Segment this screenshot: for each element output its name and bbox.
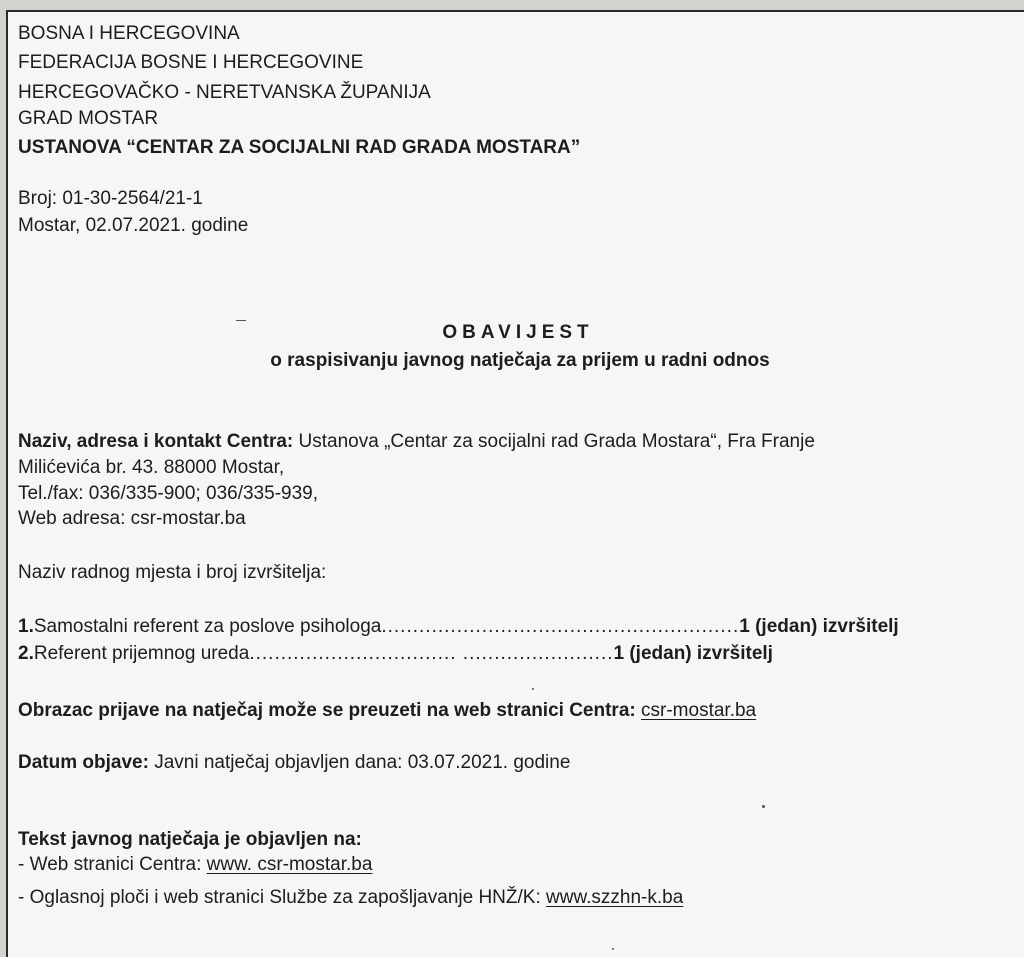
contact-value: Ustanova „Centar za socijalni rad Grada Mostara“, Fra Franje xyxy=(293,431,815,452)
paper-speck xyxy=(532,688,534,690)
published-on-item-2 xyxy=(18,887,683,908)
positions-intro: Naziv radnog mjesta i broj izvršitelja: xyxy=(18,562,327,583)
position-item-2 xyxy=(18,643,773,664)
header-line-federation: FEDERACIJA BOSNE I HERCEGOVINE xyxy=(18,52,364,73)
position-name: Referent prijemnog ureda xyxy=(33,643,250,664)
position-number: 2. xyxy=(18,643,34,664)
published-on-item-1 xyxy=(18,854,372,875)
header-institution: USTANOVA “CENTAR ZA SOCIJALNI RAD GRADA MOSTARA” xyxy=(18,137,581,158)
published-on-link[interactable]: www. csr-mostar.ba xyxy=(206,854,373,875)
paper-speck xyxy=(762,805,765,808)
position-name: Samostalni referent za poslove psihologa xyxy=(33,616,382,637)
publication-line xyxy=(18,752,570,773)
document-subtitle: o raspisivanju javnog natječaja za prijem u radni odnos xyxy=(270,350,770,371)
published-on-label: Tekst javnog natječaja je objavljen na: xyxy=(18,829,362,850)
contact-label: Naziv, adresa i kontakt Centra: xyxy=(18,431,294,452)
position-count: 1 (jedan) izvršitelj xyxy=(613,643,773,664)
document-title: OBAVIJEST xyxy=(442,322,594,343)
contact-line-3: Tel./fax: 036/335-900; 036/335-939, xyxy=(18,483,319,504)
position-dots: ......................................................... xyxy=(381,616,740,637)
position-item-1 xyxy=(18,616,899,637)
contact-line-2: Milićevića br. 43. 88000 Mostar, xyxy=(18,457,285,478)
form-label: Obrazac prijave na natječaj može se preuzeti na web stranici Centra: xyxy=(18,700,636,721)
header-line-city: GRAD MOSTAR xyxy=(18,108,159,129)
form-line xyxy=(18,700,756,721)
reference-number: Broj: 01-30-2564/21-1 xyxy=(18,188,203,209)
position-dots: ................................. ........................ xyxy=(249,643,614,664)
published-on-prefix: - Oglasnoj ploči i web stranici Službe za zapošljavanje HNŽ/K: xyxy=(18,887,547,908)
reference-date: Mostar, 02.07.2021. godine xyxy=(18,215,249,236)
published-on-link[interactable]: www.szzhn-k.ba xyxy=(546,887,684,908)
paper-speck xyxy=(236,320,246,321)
paper-speck xyxy=(612,948,614,950)
header-line-canton: HERCEGOVAČKO - NERETVANSKA ŽUPANIJA xyxy=(18,82,431,103)
position-number: 1. xyxy=(18,616,34,637)
publication-label: Datum objave: xyxy=(18,752,149,773)
form-link[interactable]: csr-mostar.ba xyxy=(641,700,757,721)
header-line-country: BOSNA I HERCEGOVINA xyxy=(18,23,240,44)
published-on-prefix: - Web stranici Centra: xyxy=(18,854,207,875)
publication-value: Javni natječaj objavljen dana: 03.07.2021. godine xyxy=(148,752,571,773)
contact-line-4: Web adresa: csr-mostar.ba xyxy=(18,508,246,529)
contact-line-1 xyxy=(18,431,815,452)
position-count: 1 (jedan) izvršitelj xyxy=(739,616,899,637)
